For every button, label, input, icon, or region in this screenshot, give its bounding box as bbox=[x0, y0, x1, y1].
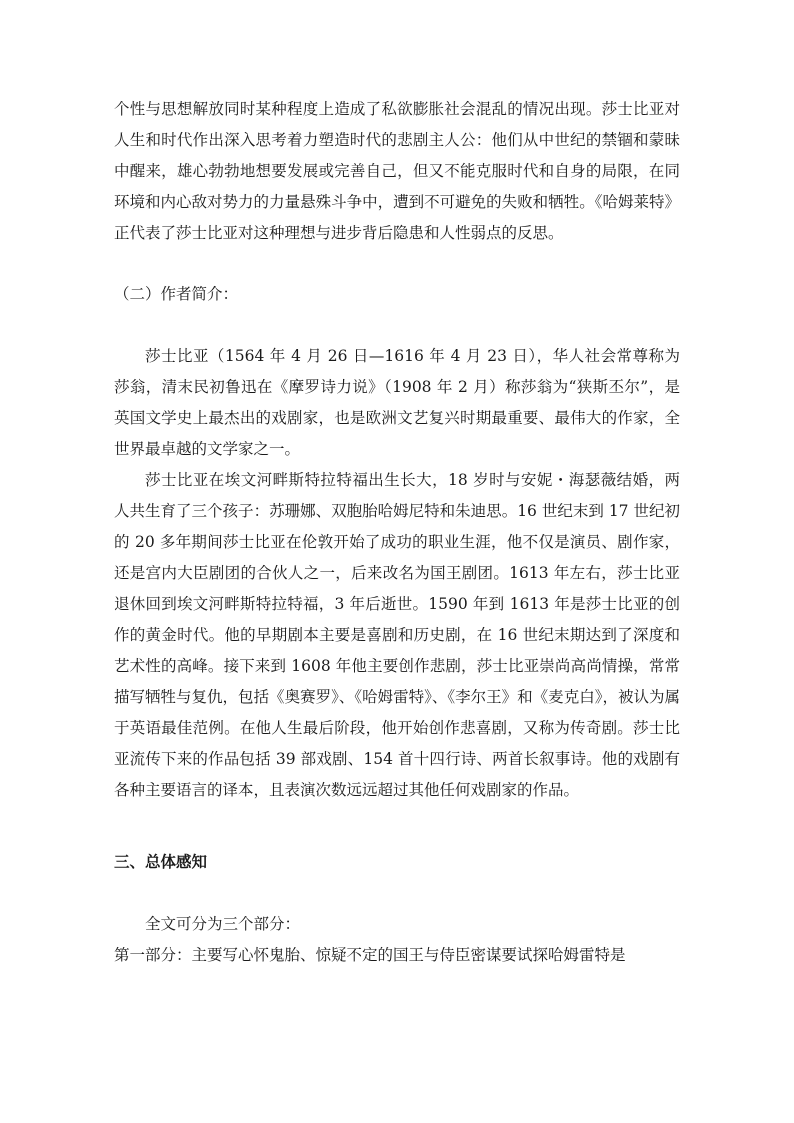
author-paragraph-1: 莎士比亚（1564 年 4 月 26 日—1616 年 4 月 23 日），华人社会常尊称为莎翁，清末民初鲁迅在《摩罗诗力说》（1908 年 2 月）称莎翁为“狭斯丕尔”，是英国文学史上最杰出的戏剧家，也是欧洲文艺复兴时期最重要、最伟大的作家，全世界最卓越的文学家之一。 bbox=[114, 347, 680, 458]
intro-paragraph: 个性与思想解放同时某种程度上造成了私欲膨胀社会混乱的情况出现。莎士比亚对人生和时代作出深入思考着力塑造时代的悲剧主人公：他们从中世纪的禁锢和蒙昧中醒来，雄心勃勃地想要发展或完善自己，但又不能克服时代和自身的局限，在同环境和内心敌对势力的力量悬殊斗争中，遭到不可避免的失败和牺牲。《哈姆莱特》正代表了莎士比亚对这种理想与进步背后隐患和人性弱点的反思。 bbox=[114, 100, 680, 242]
overview-heading: 三、总体感知 bbox=[114, 852, 208, 871]
spacer bbox=[114, 806, 680, 846]
spacer bbox=[114, 877, 680, 909]
author-paragraph-2: 莎士比亚在埃文河畔斯特拉特福出生长大，18 岁时与安妮・海瑟薇结婚，两人共生育了三个孩子：苏珊娜、双胞胎哈姆尼特和朱迪思。16 世纪末到 17 世纪初的 20 多年期间莎士比亚在伦敦开始了成功的职业生涯，他不仅是演员、剧作家，还是宫内大臣剧团的合伙人之一，后来改名为国王剧团。1613 年左右，莎士比亚退休回到埃文河畔斯特拉特福，3 年后逝世。1590 年到 1613 年是莎士比亚的创作的黄金时代。他的早期剧本主要是喜剧和历史剧，在 16 世纪末期达到了深度和艺术性的高峰。接下来到 1608 年他主要创作悲剧，莎士比亚崇尚高尚情操，常常描写牺牲与复仇，包括《奥赛罗》、《哈姆雷特》、《李尔王》和《麦克白》，被认为属于英语最佳范例。在他人生最后阶段，他开始创作悲喜剧，又称为传奇剧。莎士比亚流传下来的作品包括 39 部戏剧、154 首十四行诗、两首长叙事诗。他的戏剧有各种主要语言的译本，且表演次数远远超过其他任何戏剧家的作品。 bbox=[114, 471, 680, 799]
author-section-label: （二）作者简介： bbox=[114, 285, 239, 303]
overview-paragraph-2: 第一部分：主要写心怀鬼胎、惊疑不定的国王与侍臣密谋要试探哈姆雷特是 bbox=[114, 946, 626, 964]
spacer bbox=[114, 310, 680, 341]
overview-paragraph-1: 全文可分为三个部分： bbox=[145, 915, 301, 933]
spacer bbox=[114, 249, 680, 279]
document-page bbox=[114, 94, 680, 971]
